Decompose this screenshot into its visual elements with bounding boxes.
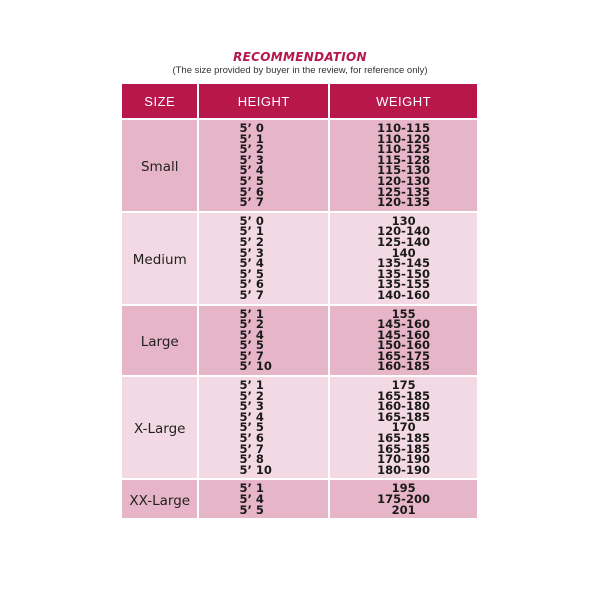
table-row <box>122 306 477 378</box>
height-cell <box>199 480 330 518</box>
height-value: 5’ 2 <box>239 142 264 157</box>
height-value: 5’ 0 <box>239 213 264 228</box>
height-value: 5’ 6 <box>239 184 264 199</box>
column-header-size: SIZE <box>122 84 199 120</box>
height-value: 5’ 5 <box>239 338 264 353</box>
weight-value: 165-185 <box>377 431 430 446</box>
size-cell <box>122 120 199 213</box>
weight-value: 135-145 <box>377 256 430 271</box>
weight-value: 170-190 <box>377 452 430 467</box>
height-value: 5’ 2 <box>239 317 264 332</box>
weight-list <box>330 306 477 376</box>
height-value: 5’ 5 <box>239 173 264 188</box>
weight-value: 170 <box>391 420 416 435</box>
height-list <box>199 120 328 211</box>
size-label: Small <box>140 158 179 175</box>
size-recommendation-table <box>122 84 477 518</box>
table-row <box>122 377 477 480</box>
weight-value: 165-185 <box>377 409 430 424</box>
height-value: 5’ 7 <box>239 195 264 210</box>
column-header-weight: WEIGHT <box>330 84 477 120</box>
weight-value: 120-130 <box>377 173 430 188</box>
size-cell <box>122 480 199 518</box>
height-value: 5’ 1 <box>239 224 264 239</box>
weight-value: 195 <box>391 481 416 496</box>
height-value: 5’ 7 <box>239 287 264 302</box>
table-body <box>122 120 477 518</box>
weight-value: 110-115 <box>377 121 430 135</box>
height-value: 5’ 3 <box>239 152 264 167</box>
height-value: 5’ 4 <box>239 256 264 271</box>
height-value: 5’ 1 <box>239 131 264 146</box>
weight-list <box>330 120 477 211</box>
weight-value: 140 <box>391 245 416 260</box>
height-value: 5’ 1 <box>239 481 264 496</box>
weight-value: 120-140 <box>377 224 430 239</box>
weight-value: 180-190 <box>377 462 430 477</box>
height-list <box>199 306 328 376</box>
weight-value: 110-125 <box>377 142 430 157</box>
weight-value: 110-120 <box>377 131 430 146</box>
weight-value: 175-200 <box>377 492 430 506</box>
weight-value: 165-185 <box>377 388 430 403</box>
weight-value: 175 <box>391 378 416 393</box>
height-value: 5’ 6 <box>239 431 264 446</box>
height-cell <box>199 306 330 378</box>
height-cell <box>199 377 330 480</box>
height-value: 5’ 4 <box>239 409 264 424</box>
weight-cell <box>330 377 477 480</box>
height-list <box>199 480 328 518</box>
weight-value: 165-185 <box>377 441 430 456</box>
weight-value: 150-160 <box>377 338 430 353</box>
weight-cell <box>330 120 477 213</box>
weight-value: 120-135 <box>377 195 430 210</box>
column-header-height: HEIGHT <box>199 84 330 120</box>
weight-value: 145-160 <box>377 317 430 332</box>
height-value: 5’ 7 <box>239 441 264 456</box>
weight-cell <box>330 306 477 378</box>
weight-value: 165-175 <box>377 348 430 363</box>
weight-cell <box>330 480 477 518</box>
height-value: 5’ 4 <box>239 163 264 178</box>
height-list <box>199 213 328 304</box>
height-value: 5’ 10 <box>239 462 272 477</box>
weight-value: 201 <box>391 502 416 517</box>
weight-value: 140-160 <box>377 287 430 302</box>
height-value: 5’ 3 <box>239 399 264 414</box>
weight-value: 115-128 <box>377 152 430 167</box>
table-header-row <box>122 84 477 120</box>
height-cell <box>199 213 330 306</box>
weight-value: 160-180 <box>377 399 430 414</box>
size-label: XX-Large <box>129 492 191 509</box>
height-value: 5’ 4 <box>239 492 264 506</box>
weight-value: 130 <box>391 213 416 228</box>
chart-subtitle: (The size provided by buyer in the review, for reference only) <box>172 65 428 76</box>
chart-title: RECOMMENDATION <box>233 50 367 64</box>
size-cell <box>122 306 199 378</box>
weight-cell <box>330 213 477 306</box>
height-value: 5’ 1 <box>239 306 264 321</box>
size-cell <box>122 377 199 480</box>
weight-list <box>330 377 477 478</box>
height-value: 5’ 4 <box>239 327 264 342</box>
weight-value: 135-155 <box>377 277 430 292</box>
height-value: 5’ 3 <box>239 245 264 260</box>
weight-value: 135-150 <box>377 266 430 281</box>
size-label: Large <box>140 333 179 350</box>
height-list <box>199 377 328 478</box>
height-value: 5’ 2 <box>239 388 264 403</box>
height-value: 5’ 10 <box>239 359 272 374</box>
table-row <box>122 480 477 518</box>
weight-list <box>330 480 477 518</box>
weight-value: 155 <box>391 306 416 321</box>
height-value: 5’ 5 <box>239 502 264 517</box>
weight-list <box>330 213 477 304</box>
table-row <box>122 120 477 213</box>
height-value: 5’ 5 <box>239 266 264 281</box>
height-value: 5’ 1 <box>239 378 264 393</box>
weight-value: 115-130 <box>377 163 430 178</box>
height-value: 5’ 8 <box>239 452 264 467</box>
size-label: Medium <box>132 251 187 268</box>
height-value: 5’ 6 <box>239 277 264 292</box>
size-label: X-Large <box>134 421 186 438</box>
weight-value: 125-140 <box>377 234 430 249</box>
weight-value: 160-185 <box>377 359 430 374</box>
weight-value: 145-160 <box>377 327 430 342</box>
height-value: 5’ 5 <box>239 420 264 435</box>
height-value: 5’ 7 <box>239 348 264 363</box>
height-cell <box>199 120 330 213</box>
height-value: 5’ 0 <box>239 121 264 135</box>
table-row <box>122 213 477 306</box>
size-cell <box>122 213 199 306</box>
weight-value: 125-135 <box>377 184 430 199</box>
height-value: 5’ 2 <box>239 234 264 249</box>
